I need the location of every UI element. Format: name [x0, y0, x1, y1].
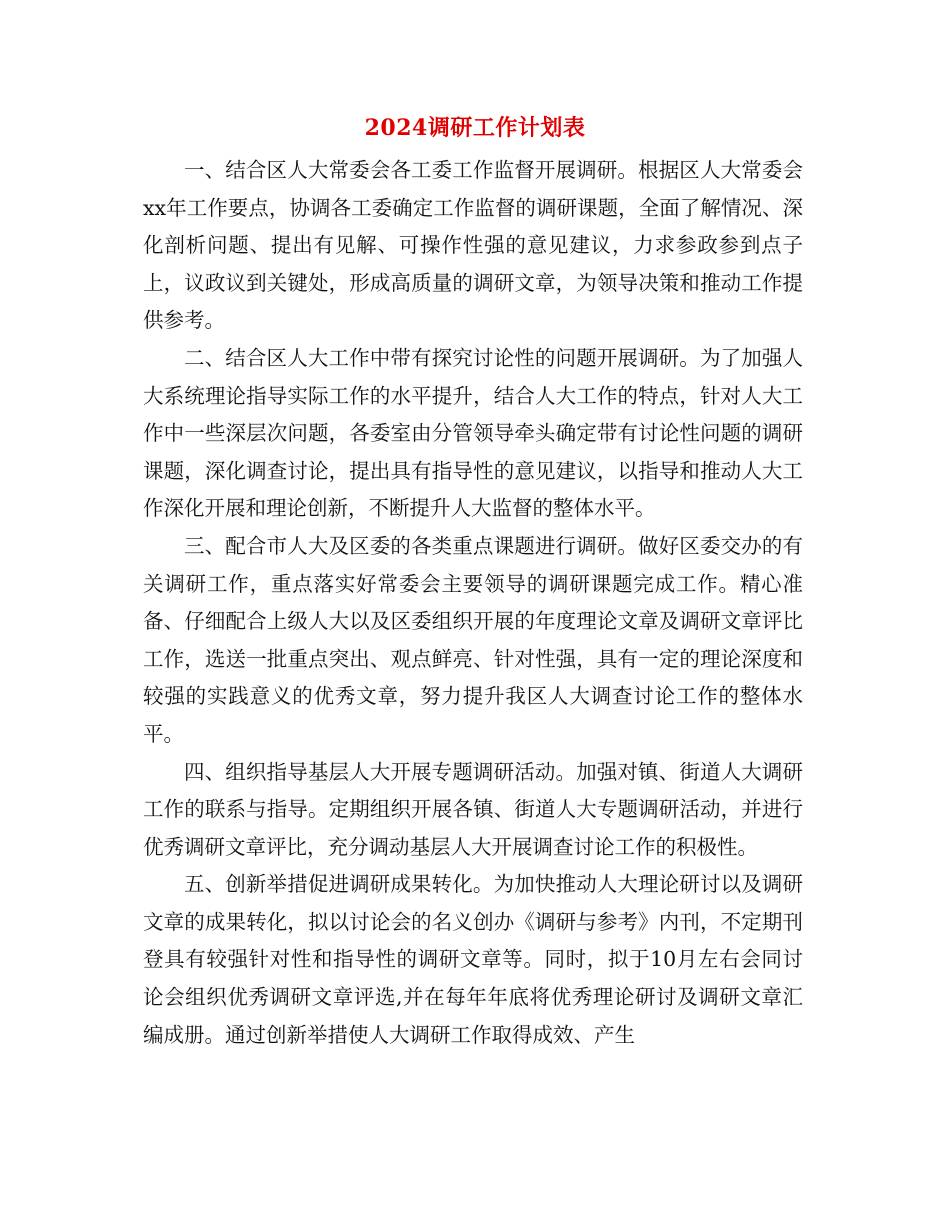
paragraph-5: 五、创新举措促进调研成果转化。为加快推动人大理论研讨以及调研文章的成果转化，拟以讨论会的名义创办《调研与参考》内刊，不定期刊登具有较强针对性和指导性的调研文章等。同时，拟于10月左右会同讨论会组织优秀调研文章评选,并在每年年底将优秀理论研讨及调研文章汇编成册。通过创新举措使人大调研工作取得成效、产生: [143, 872, 803, 1047]
document-body: [143, 152, 803, 1054]
paragraph-4: 四、组织指导基层人大开展专题调研活动。加强对镇、街道人大调研工作的联系与指导。定期组织开展各镇、街道人大专题调研活动，并进行优秀调研文章评比，充分调动基层人大开展调查讨论工作的积极性。: [143, 759, 803, 859]
document-title: 2024调研工作计划表: [364, 115, 586, 141]
paragraph-1: 一、结合区人大常委会各工委工作监督开展调研。根据区人大常委会xx年工作要点，协调各工委确定工作监督的调研课题，全面了解情况、深化剖析问题、提出有见解、可操作性强的意见建议，力求参政参到点子上，议政议到关键处，形成高质量的调研文章，为领导决策和推动工作提供参考。: [143, 158, 803, 333]
paragraph-3: 三、配合市人大及区委的各类重点课题进行调研。做好区委交办的有关调研工作，重点落实好常委会主要领导的调研课题完成工作。精心准备、仔细配合上级人大以及区委组织开展的年度理论文章及调研文章评比工作，选送一批重点突出、观点鲜亮、针对性强，具有一定的理论深度和较强的实践意义的优秀文章，努力提升我区人大调查讨论工作的整体水平。: [143, 533, 803, 746]
paragraph-2: 二、结合区人大工作中带有探究讨论性的问题开展调研。为了加强人大系统理论指导实际工作的水平提升，结合人大工作的特点，针对人大工作中一些深层次问题，各委室由分管领导牵头确定带有讨论性问题的调研课题，深化调查讨论，提出具有指导性的意见建议，以指导和推动人大工作深化开展和理论创新，不断提升人大监督的整体水平。: [143, 345, 803, 521]
